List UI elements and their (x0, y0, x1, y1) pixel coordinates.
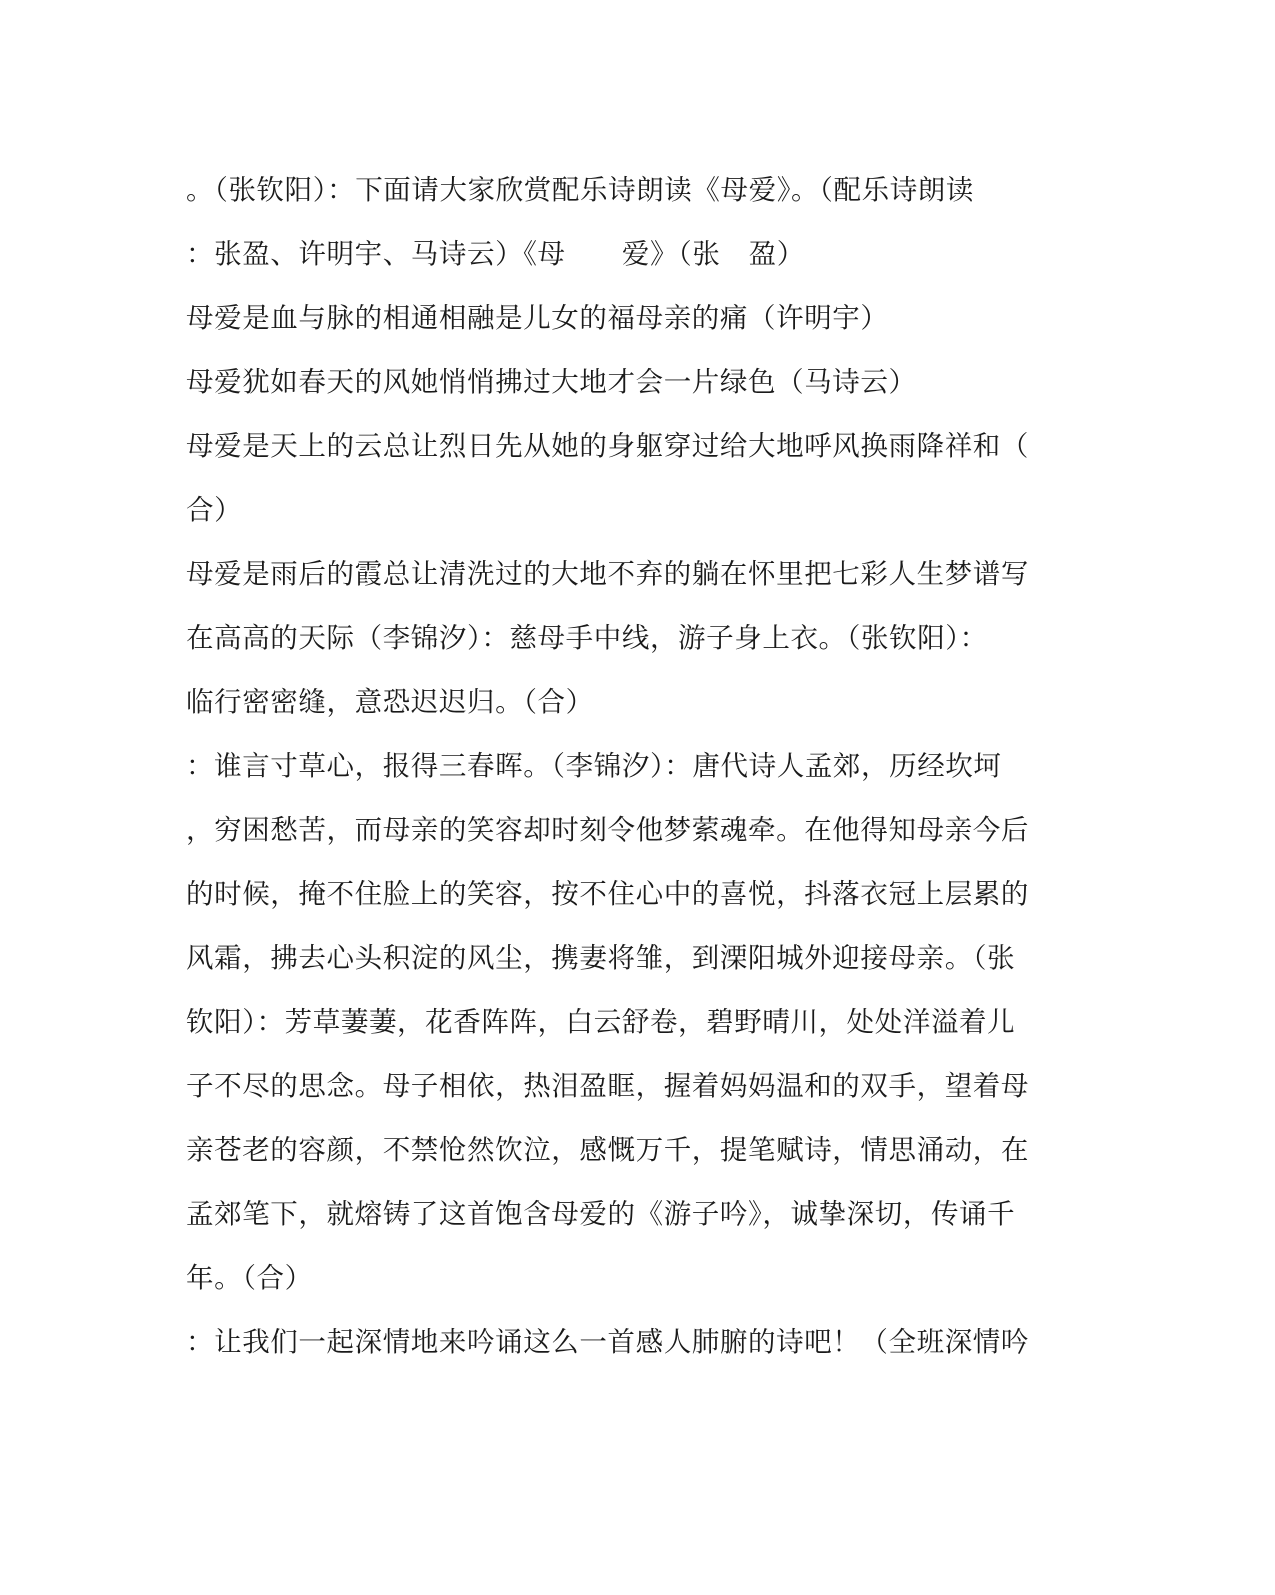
document-body (186, 158, 1056, 1374)
text-line: ，穷困愁苦，而母亲的笑容却时刻令他梦萦魂牵。在他得知母亲今后 (186, 814, 1029, 846)
text-line: 年。（合） (186, 1262, 313, 1294)
text-line: 母爱是雨后的霞总让清洗过的大地不弃的躺在怀里把七彩人生梦谱写 (186, 558, 1029, 590)
text-line: ：张盈、许明宇、马诗云）《母 爱》（张 盈） (186, 238, 805, 270)
text-line: 母爱犹如春天的风她悄悄拂过大地才会一片绿色（马诗云） (186, 366, 917, 398)
text-line: 的时候，掩不住脸上的笑容，按不住心中的喜悦，抖落衣冠上层累的 (186, 878, 1029, 910)
text-line: 亲苍老的容颜，不禁怆然饮泣，感慨万千，提笔赋诗，情思涌动，在 (186, 1134, 1029, 1166)
text-line: 风霜，拂去心头积淀的风尘，携妻将雏，到溧阳城外迎接母亲。（张 (186, 942, 1016, 974)
text-line: 母爱是天上的云总让烈日先从她的身躯穿过给大地呼风换雨降祥和（ (186, 430, 1029, 462)
text-line: ：谁言寸草心，报得三春晖。（李锦汐）：唐代诗人孟郊，历经坎坷 (186, 750, 1002, 782)
text-line: 。（张钦阳）：下面请大家欣赏配乐诗朗读《母爱》。（配乐诗朗读 (186, 174, 974, 206)
text-line: 子不尽的思念。母子相依，热泪盈眶，握着妈妈温和的双手，望着母 (186, 1070, 1029, 1102)
text-line: 母爱是血与脉的相通相融是儿女的福母亲的痛（许明宇） (186, 302, 889, 334)
text-line: 合） (186, 494, 243, 526)
text-line: ：让我们一起深情地来吟诵这么一首感人肺腑的诗吧！（全班深情吟 (186, 1326, 1029, 1358)
text-line: 在高高的天际（李锦汐）：慈母手中线，游子身上衣。（张钦阳）： (186, 622, 988, 654)
text-line: 钦阳）：芳草萋萋，花香阵阵，白云舒卷，碧野晴川，处处洋溢着儿 (186, 1006, 1016, 1038)
text-line: 孟郊笔下，就熔铸了这首饱含母爱的《游子吟》，诚挚深切，传诵千 (186, 1198, 1016, 1230)
text-line: 临行密密缝，意恐迟迟归。（合） (186, 686, 594, 718)
